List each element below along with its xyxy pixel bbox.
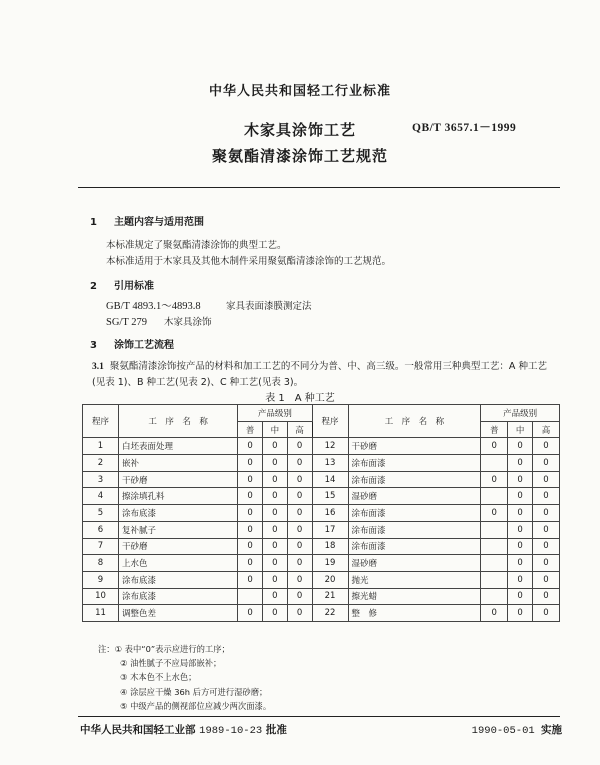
grade-high-cell: 0 bbox=[533, 438, 560, 455]
grade-high-cell: 0 bbox=[287, 555, 312, 572]
note-item: ④ 涂层应干燥 36h 后方可进行湿砂磨； bbox=[120, 686, 268, 697]
effective-date: 1990-05-01 bbox=[471, 725, 535, 737]
reference-1-code: GB/T 4893.1～4893.8 bbox=[106, 301, 201, 312]
grade-common-cell: 0 bbox=[238, 605, 263, 622]
grade-common-cell: 0 bbox=[481, 605, 508, 622]
section-1-paragraph-1: 本标准规定了聚氨酯清漆涂饰的典型工艺。 bbox=[106, 240, 287, 251]
grade-common-cell bbox=[481, 455, 508, 472]
table-row bbox=[83, 521, 560, 538]
reference-2 bbox=[106, 314, 212, 328]
process-name-cell: 涂布底漆 bbox=[119, 588, 238, 605]
grade-common-cell: 0 bbox=[238, 455, 263, 472]
step-number-cell: 18 bbox=[312, 538, 348, 555]
table-row bbox=[83, 538, 560, 555]
grade-high-cell: 0 bbox=[287, 488, 312, 505]
table-row bbox=[83, 455, 560, 472]
section-2-heading bbox=[90, 277, 154, 292]
step-number-cell: 16 bbox=[312, 505, 348, 522]
grade-high-cell: 0 bbox=[287, 538, 312, 555]
grade-medium-cell: 0 bbox=[263, 438, 288, 455]
header-divider bbox=[78, 187, 560, 188]
grade-common-cell bbox=[481, 571, 508, 588]
note-item: ③ 木本色不上水色； bbox=[120, 672, 197, 683]
grade-medium-cell: 0 bbox=[263, 455, 288, 472]
grade-high-cell: 0 bbox=[533, 471, 560, 488]
process-name-cell: 涂布面漆 bbox=[348, 471, 481, 488]
table-row bbox=[83, 588, 560, 605]
grade-high-cell: 0 bbox=[533, 538, 560, 555]
grade-common-cell: 0 bbox=[238, 488, 263, 505]
section-2-number: 2 bbox=[90, 281, 97, 292]
step-number-cell: 21 bbox=[312, 588, 348, 605]
grade-common-cell: 0 bbox=[481, 505, 508, 522]
grade-medium-cell: 0 bbox=[508, 588, 533, 605]
grade-common-cell: 0 bbox=[238, 555, 263, 572]
grade-medium-cell: 0 bbox=[263, 588, 288, 605]
grade-common-cell: 0 bbox=[481, 471, 508, 488]
paragraph-3-1-text: 聚氨酯清漆涂饰按产品的材料和加工工艺的不同分为普、中、高三级。一般常用三种典型工艺：A 种工艺(见表 1)、B 种工艺(见表 2)、C 种工艺(见表 3)。 bbox=[92, 361, 547, 388]
paragraph-3-1 bbox=[92, 359, 552, 390]
note-item: ① 表中“0”表示应进行的工序； bbox=[114, 644, 230, 654]
step-number-cell: 1 bbox=[83, 438, 119, 455]
grade-common-cell bbox=[481, 588, 508, 605]
section-3-title: 涂饰工艺流程 bbox=[114, 340, 174, 351]
approval-suffix: 批准 bbox=[265, 724, 287, 736]
reference-1 bbox=[106, 298, 312, 313]
process-name-cell: 干砂磨 bbox=[119, 538, 238, 555]
header-grade-medium: 中 bbox=[263, 421, 288, 438]
grade-high-cell: 0 bbox=[533, 605, 560, 622]
grade-common-cell bbox=[481, 488, 508, 505]
header-process-name: 工 序 名 称 bbox=[119, 405, 238, 438]
header-grade-right: 产品级别 bbox=[481, 405, 560, 422]
grade-medium-cell: 0 bbox=[263, 571, 288, 588]
reference-2-code: SG/T 279 bbox=[106, 317, 147, 328]
grade-high-cell: 0 bbox=[287, 588, 312, 605]
grade-common-cell: 0 bbox=[238, 538, 263, 555]
process-name-cell: 涂布底漆 bbox=[119, 571, 238, 588]
grade-high-cell: 0 bbox=[287, 438, 312, 455]
grade-common-cell: 0 bbox=[238, 521, 263, 538]
grade-high-cell: 0 bbox=[533, 488, 560, 505]
process-name-cell: 嵌补 bbox=[119, 455, 238, 472]
header-grade-high-right: 高 bbox=[533, 421, 560, 438]
step-number-cell: 9 bbox=[83, 571, 119, 588]
grade-medium-cell: 0 bbox=[263, 471, 288, 488]
header-grade-common: 普 bbox=[238, 421, 263, 438]
step-number-cell: 3 bbox=[83, 471, 119, 488]
process-name-cell: 调整色差 bbox=[119, 605, 238, 622]
standard-number: QB/T 3657.1－1999 bbox=[412, 122, 517, 134]
table-row bbox=[83, 605, 560, 622]
process-name-cell: 复补腻子 bbox=[119, 521, 238, 538]
section-3-number: 3 bbox=[90, 340, 97, 351]
grade-high-cell: 0 bbox=[287, 455, 312, 472]
header-order: 程序 bbox=[83, 405, 119, 438]
grade-high-cell: 0 bbox=[533, 571, 560, 588]
grade-medium-cell: 0 bbox=[508, 438, 533, 455]
grade-common-cell: 0 bbox=[238, 571, 263, 588]
step-number-cell: 12 bbox=[312, 438, 348, 455]
step-number-cell: 6 bbox=[83, 521, 119, 538]
grade-high-cell: 0 bbox=[533, 455, 560, 472]
grade-common-cell: 0 bbox=[238, 438, 263, 455]
note-item: ⑤ 中级产品的侧视部位应减少两次面漆。 bbox=[120, 700, 272, 711]
grade-medium-cell: 0 bbox=[263, 505, 288, 522]
grade-medium-cell: 0 bbox=[508, 505, 533, 522]
section-1-paragraph-2: 本标准适用于木家具及其他木制件采用聚氨酯清漆涂饰的工艺规范。 bbox=[106, 256, 392, 267]
section-1-title: 主题内容与适用范围 bbox=[114, 217, 204, 228]
footer bbox=[80, 722, 562, 737]
process-name-cell: 涂布面漆 bbox=[348, 505, 481, 522]
table-row bbox=[83, 471, 560, 488]
notes-label: 注： bbox=[98, 644, 115, 654]
header-grade: 产品级别 bbox=[238, 405, 312, 422]
step-number-cell: 2 bbox=[83, 455, 119, 472]
process-name-cell: 白坯表面处理 bbox=[119, 438, 238, 455]
grade-high-cell: 0 bbox=[533, 588, 560, 605]
grade-high-cell: 0 bbox=[533, 555, 560, 572]
process-name-cell: 擦涂填孔料 bbox=[119, 488, 238, 505]
step-number-cell: 8 bbox=[83, 555, 119, 572]
grade-common-cell: 0 bbox=[238, 505, 263, 522]
grade-medium-cell: 0 bbox=[508, 571, 533, 588]
reference-1-title: 家具表面漆膜测定法 bbox=[226, 301, 312, 312]
grade-medium-cell: 0 bbox=[263, 521, 288, 538]
grade-medium-cell: 0 bbox=[508, 455, 533, 472]
grade-high-cell: 0 bbox=[287, 521, 312, 538]
grade-common-cell: 0 bbox=[238, 471, 263, 488]
grade-high-cell: 0 bbox=[533, 505, 560, 522]
step-number-cell: 4 bbox=[83, 488, 119, 505]
step-number-cell: 13 bbox=[312, 455, 348, 472]
grade-high-cell: 0 bbox=[287, 505, 312, 522]
section-1-heading bbox=[90, 213, 204, 228]
header-grade-common-right: 普 bbox=[481, 421, 508, 438]
table-notes bbox=[98, 642, 272, 713]
grade-medium-cell: 0 bbox=[508, 538, 533, 555]
table-body bbox=[83, 438, 560, 622]
process-name-cell: 涂布面漆 bbox=[348, 538, 481, 555]
grade-medium-cell: 0 bbox=[263, 488, 288, 505]
step-number-cell: 14 bbox=[312, 471, 348, 488]
step-number-cell: 11 bbox=[83, 605, 119, 622]
grade-medium-cell: 0 bbox=[508, 521, 533, 538]
process-name-cell: 整 修 bbox=[348, 605, 481, 622]
section-3-heading bbox=[90, 336, 174, 351]
effective-suffix: 实施 bbox=[541, 724, 562, 736]
process-table bbox=[82, 404, 560, 622]
effective-date-block bbox=[472, 722, 562, 737]
grade-common-cell bbox=[481, 521, 508, 538]
process-name-cell: 涂布底漆 bbox=[119, 505, 238, 522]
process-name-cell: 湿砂磨 bbox=[348, 488, 481, 505]
step-number-cell: 15 bbox=[312, 488, 348, 505]
grade-common-cell: 0 bbox=[481, 438, 508, 455]
process-name-cell: 抛光 bbox=[348, 571, 481, 588]
process-name-cell: 擦光蜡 bbox=[348, 588, 481, 605]
process-name-cell: 干砂磨 bbox=[348, 438, 481, 455]
approval-date: 1989-10-23 bbox=[199, 725, 263, 737]
step-number-cell: 7 bbox=[83, 538, 119, 555]
table-row bbox=[83, 571, 560, 588]
process-name-cell: 干砂磨 bbox=[119, 471, 238, 488]
document-title-line2: 聚氨酯清漆涂饰工艺规范 bbox=[211, 147, 388, 165]
grade-medium-cell: 0 bbox=[508, 471, 533, 488]
grade-high-cell: 0 bbox=[533, 521, 560, 538]
process-name-cell: 湿砂磨 bbox=[348, 555, 481, 572]
approval-authority: 中华人民共和国轻工业部 bbox=[80, 724, 196, 736]
header-process-name-right: 工 序 名 称 bbox=[348, 405, 481, 438]
section-2-title: 引用标准 bbox=[114, 281, 154, 292]
grade-medium-cell: 0 bbox=[263, 605, 288, 622]
table-row bbox=[83, 488, 560, 505]
grade-medium-cell: 0 bbox=[263, 538, 288, 555]
grade-common-cell bbox=[238, 588, 263, 605]
grade-high-cell: 0 bbox=[287, 471, 312, 488]
table-row bbox=[83, 555, 560, 572]
process-name-cell: 涂布面漆 bbox=[348, 455, 481, 472]
step-number-cell: 19 bbox=[312, 555, 348, 572]
grade-common-cell bbox=[481, 538, 508, 555]
table-caption: 表 1 A 种工艺 bbox=[265, 393, 335, 404]
grade-medium-cell: 0 bbox=[508, 555, 533, 572]
note-item: ② 油性腻子不应局部嵌补； bbox=[120, 658, 222, 669]
process-name-cell: 涂布面漆 bbox=[348, 521, 481, 538]
table-row bbox=[83, 505, 560, 522]
reference-2-title: 木家具涂饰 bbox=[164, 317, 212, 328]
grade-common-cell bbox=[481, 555, 508, 572]
grade-high-cell: 0 bbox=[287, 571, 312, 588]
step-number-cell: 17 bbox=[312, 521, 348, 538]
step-number-cell: 5 bbox=[83, 505, 119, 522]
grade-medium-cell: 0 bbox=[508, 605, 533, 622]
table-row bbox=[83, 438, 560, 455]
ministry-header: 中华人民共和国轻工行业标准 bbox=[208, 84, 391, 99]
step-number-cell: 10 bbox=[83, 588, 119, 605]
grade-high-cell: 0 bbox=[287, 605, 312, 622]
grade-medium-cell: 0 bbox=[263, 555, 288, 572]
footer-divider bbox=[78, 716, 560, 717]
header-grade-high: 高 bbox=[287, 421, 312, 438]
grade-medium-cell: 0 bbox=[508, 488, 533, 505]
paragraph-3-1-number: 3.1 bbox=[92, 362, 104, 372]
header-grade-medium-right: 中 bbox=[508, 421, 533, 438]
section-1-number: 1 bbox=[90, 217, 97, 228]
step-number-cell: 20 bbox=[312, 571, 348, 588]
process-name-cell: 上水色 bbox=[119, 555, 238, 572]
step-number-cell: 22 bbox=[312, 605, 348, 622]
header-order-right: 程序 bbox=[312, 405, 348, 438]
document-title-line1: 木家具涂饰工艺 bbox=[243, 121, 356, 139]
